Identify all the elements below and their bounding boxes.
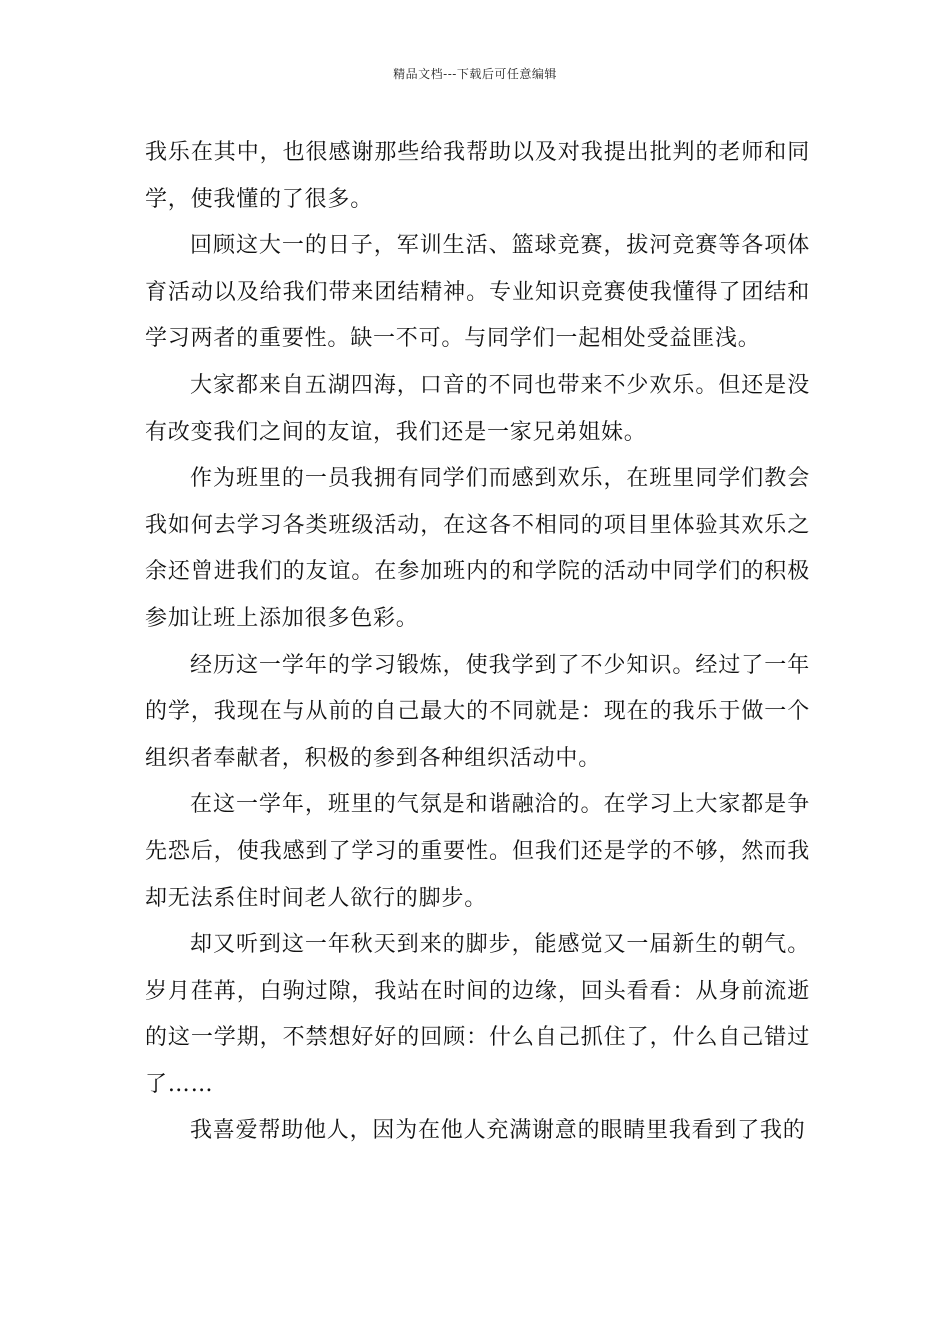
paragraph-continued: 我乐在其中，也很感谢那些给我帮助以及对我提出批判的老师和同学，使我懂的了很多。 (145, 140, 810, 212)
paragraph: 作为班里的一员我拥有同学们而感到欢乐，在班里同学们教会我如何去学习各类班级活动，在这各不相同的项目里体验其欢乐之余还曾进我们的友谊。在参加班内的和学院的活动中同学们的积极参加让班上添加很多色彩。 (145, 466, 810, 631)
paragraph: 我喜爱帮助他人，因为在他人充满谢意的眼睛里我看到了我的 (190, 1118, 806, 1144)
paragraph: 大家都来自五湖四海，口音的不同也带来不少欢乐。但还是没有改变我们之间的友谊，我们还是一家兄弟姐妹。 (145, 372, 810, 445)
paragraph: 经历这一学年的学习锻炼，使我学到了不少知识。经过了一年的学，我现在与从前的自己最大的不同就是：现在的我乐于做一个组织者奉献者，积极的参到各种组织活动中。 (145, 652, 810, 771)
paragraph: 回顾这大一的日子，军训生活、篮球竞赛，拔河竞赛等各项体育活动以及给我们带来团结精神。专业知识竞赛使我懂得了团结和学习两者的重要性。缺一不可。与同学们一起相处受益匪浅。 (145, 233, 810, 352)
paragraph: 却又听到这一年秋天到来的脚步，能感觉又一届新生的朝气。岁月荏苒，白驹过隙，我站在时间的边缘，回头看看：从身前流逝的这一学期，不禁想好好的回顾：什么自己抓住了，什么自己错过了…… (145, 932, 810, 1097)
page-header: 精品文档---下载后可任意编辑 (393, 67, 557, 81)
paragraph: 在这一学年，班里的气氛是和谐融洽的。在学习上大家都是争先恐后，使我感到了学习的重要性。但我们还是学的不够，然而我却无法系住时间老人欲行的脚步。 (145, 792, 810, 911)
document-body (145, 130, 810, 1155)
